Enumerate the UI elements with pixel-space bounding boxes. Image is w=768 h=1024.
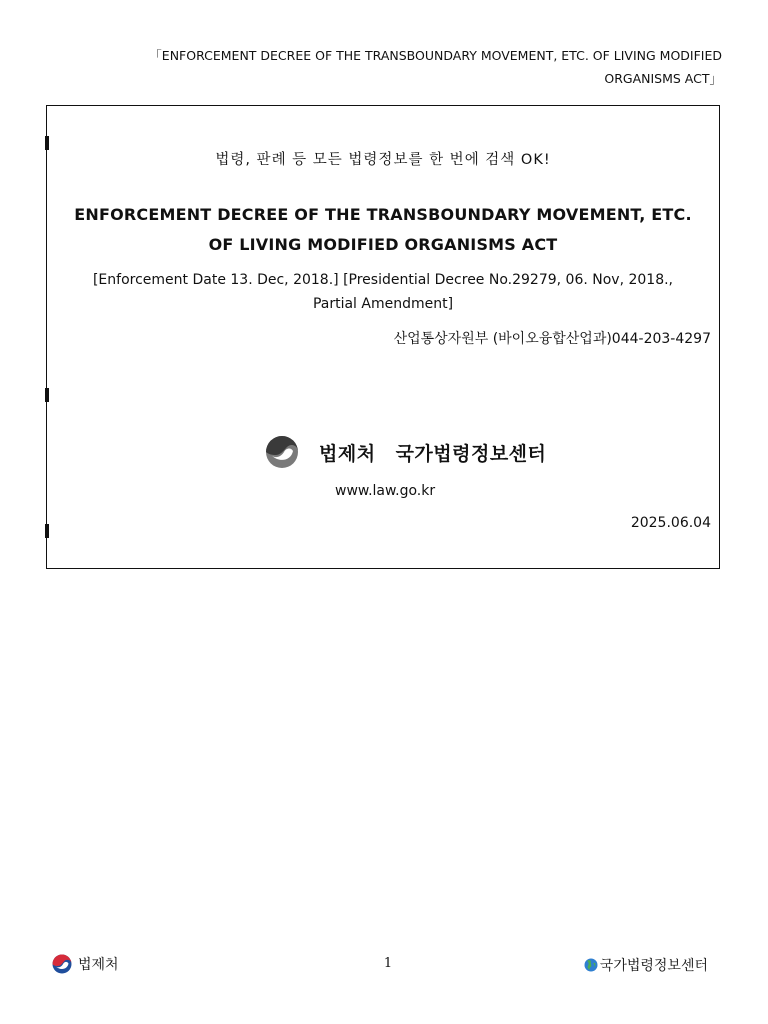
org-center-name: 국가법령정보센터 xyxy=(395,442,547,465)
cover-box xyxy=(46,105,720,569)
government-emblem-icon xyxy=(52,954,72,974)
ministry-contact: 산업통상자원부 (바이오융합산업과)044-203-4297 xyxy=(393,331,711,347)
org-row xyxy=(265,434,546,470)
government-emblem-icon xyxy=(265,435,299,469)
margin-tick xyxy=(45,524,49,538)
footer-left-label: 법제처 xyxy=(78,957,119,973)
globe-icon xyxy=(584,958,598,972)
footer-right-label: 국가법령정보센터 xyxy=(599,958,708,974)
margin-tick xyxy=(45,388,49,402)
footer-right xyxy=(584,955,708,975)
website-link[interactable]: www.law.go.kr xyxy=(335,483,436,499)
org-name: 법제처 xyxy=(319,442,376,465)
page-number: 1 xyxy=(383,956,393,971)
footer-left xyxy=(52,954,119,974)
enforcement-info: [Enforcement Date 13. Dec, 2018.] [Presidential Decree No.29279, 06. Nov, 2018., Partial Amendment] xyxy=(92,272,674,312)
document-title: ENFORCEMENT DECREE OF THE TRANSBOUNDARY MOVEMENT, ETC. OF LIVING MODIFIED ORGANISMS ACT xyxy=(74,205,692,254)
search-banner: 법령, 판례 등 모든 법령정보를 한 번에 검색 OK! xyxy=(215,152,551,168)
running-header: 「ENFORCEMENT DECREE OF THE TRANSBOUNDARY MOVEMENT, ETC. OF LIVING MODIFIED ORGANISMS ACT」 xyxy=(149,48,722,86)
issue-date: 2025.06.04 xyxy=(630,515,711,531)
